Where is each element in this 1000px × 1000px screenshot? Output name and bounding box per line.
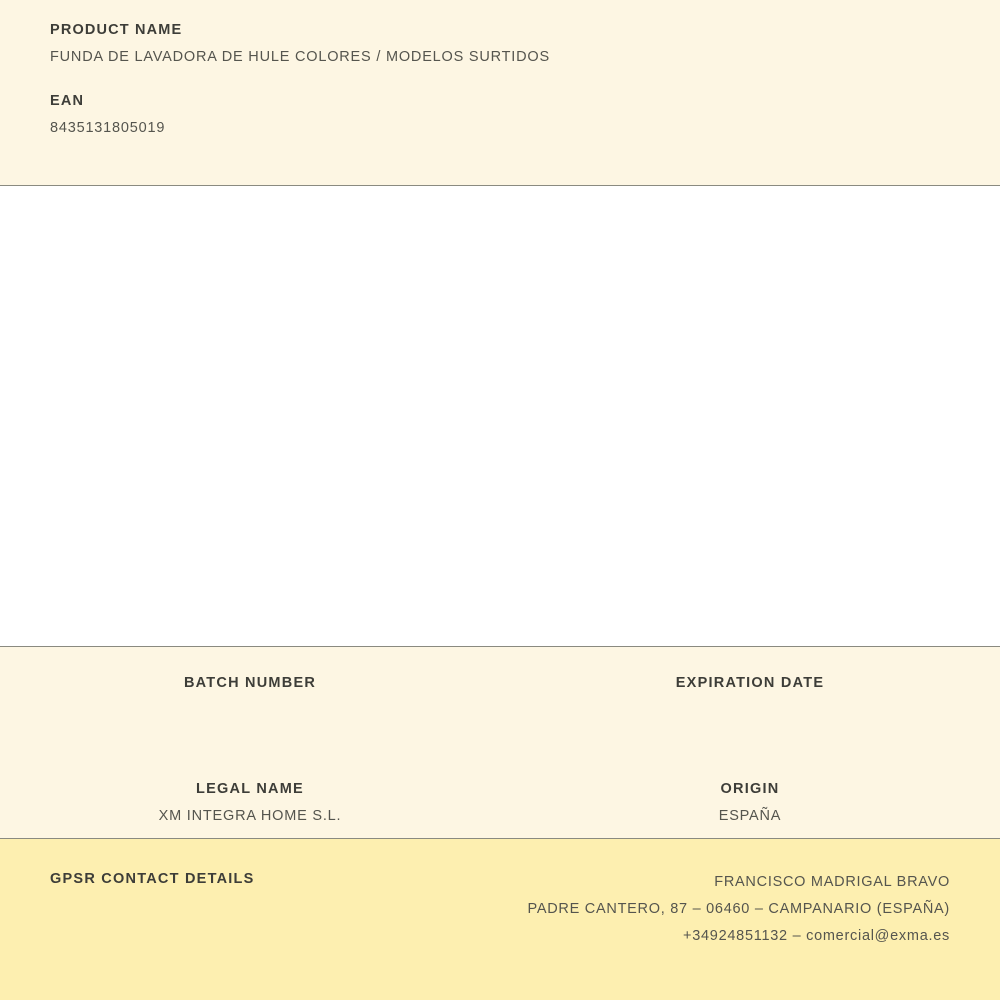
origin-cell — [500, 781, 1000, 825]
batch-expiration-row — [0, 675, 1000, 719]
product-image-area — [0, 186, 1000, 647]
expiration-date-value — [500, 702, 1000, 719]
gpsr-contact-line-1: FRANCISCO MADRIGAL BRAVO — [714, 874, 950, 890]
batch-number-value — [0, 702, 500, 719]
info-block — [0, 647, 1000, 839]
expiration-date-cell — [500, 675, 1000, 719]
batch-number-label: BATCH NUMBER — [183, 675, 317, 691]
origin-value: ESPAÑA — [718, 808, 782, 824]
product-name-label: PRODUCT NAME — [50, 22, 183, 38]
legal-origin-row — [0, 781, 1000, 825]
product-name-value: FUNDA DE LAVADORA DE HULE COLORES / MODELOS SURTIDOS — [50, 49, 550, 65]
batch-number-cell — [0, 675, 500, 719]
ean-field — [50, 93, 950, 136]
expiration-date-label: EXPIRATION DATE — [675, 675, 825, 691]
gpsr-contact-line-2: PADRE CANTERO, 87 – 06460 – CAMPANARIO (ESPAÑA) — [527, 901, 950, 917]
legal-name-value: XM INTEGRA HOME S.L. — [158, 808, 342, 824]
gpsr-contact-line-3: +34924851132 – comercial@exma.es — [683, 928, 950, 944]
ean-value: 8435131805019 — [50, 120, 166, 136]
product-name-field — [50, 22, 950, 65]
gpsr-footer-block — [0, 839, 1000, 1000]
origin-label: ORIGIN — [720, 781, 780, 797]
legal-name-label: LEGAL NAME — [196, 781, 304, 797]
legal-name-cell — [0, 781, 500, 825]
header-block — [0, 0, 1000, 186]
ean-label: EAN — [50, 93, 85, 109]
gpsr-contact-label: GPSR CONTACT DETAILS — [50, 871, 255, 887]
gpsr-contact-details — [528, 869, 950, 950]
